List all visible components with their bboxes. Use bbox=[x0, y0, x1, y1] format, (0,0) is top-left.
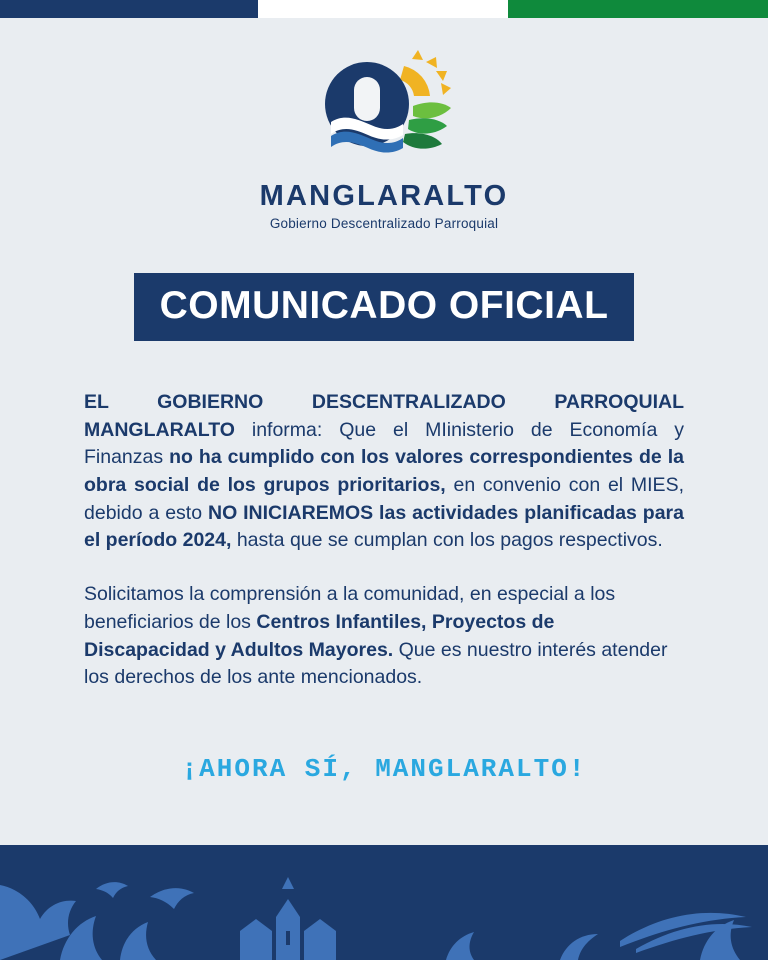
logo-block bbox=[0, 18, 768, 231]
logo-subtitle: Gobierno Descentralizado Parroquial bbox=[269, 216, 499, 231]
announcement-body bbox=[84, 389, 684, 692]
paragraph-1-part-5: NO INICIAREMOS las actividades planificadas para el período 2024, bbox=[84, 501, 684, 552]
paragraph-1 bbox=[84, 389, 684, 555]
logo-title: MANGLARALTO bbox=[259, 180, 509, 212]
headline-banner: COMUNICADO OFICIAL bbox=[134, 273, 635, 341]
paragraph-1-part-1: EL GOBIERNO DESCENTRALIZADO PARROQUIAL MANGLARALTO bbox=[84, 391, 684, 441]
top-bar-segment-white bbox=[258, 0, 508, 18]
manglaralto-emblem-icon bbox=[309, 48, 459, 166]
slogan-text: ¡AHORA SÍ, MANGLARALTO! bbox=[181, 753, 587, 784]
top-bar-segment-green bbox=[508, 0, 768, 18]
top-color-bar bbox=[0, 0, 768, 18]
top-bar-segment-blue bbox=[0, 0, 258, 18]
paragraph-1-part-2: informa: Que el MIinisterio de Economía y Finanzas bbox=[84, 418, 684, 469]
announcement-page bbox=[0, 18, 768, 960]
paragraph-1-part-4: en convenio con el MIES, debido a esto bbox=[84, 474, 684, 524]
paragraph-2-part-3: Que es nuestro interés atender los derechos de los ante mencionados. bbox=[84, 638, 668, 689]
paragraph-2 bbox=[84, 581, 684, 692]
paragraph-2-part-1: Solicitamos la comprensión a la comunidad, en especial a los beneficiarios de los bbox=[84, 583, 616, 633]
paragraph-1-part-6: hasta que se cumplan con los pagos respectivos. bbox=[231, 529, 663, 552]
coastal-silhouette-illustration bbox=[0, 845, 768, 960]
headline-banner-wrap bbox=[0, 273, 768, 341]
paragraph-1-part-3: no ha cumplido con los valores correspondientes de la obra social de los grupos prioritarios, bbox=[84, 446, 684, 497]
paragraph-2-part-2: Centros Infantiles, Proyectos de Discapacidad y Adultos Mayores. bbox=[84, 610, 555, 661]
